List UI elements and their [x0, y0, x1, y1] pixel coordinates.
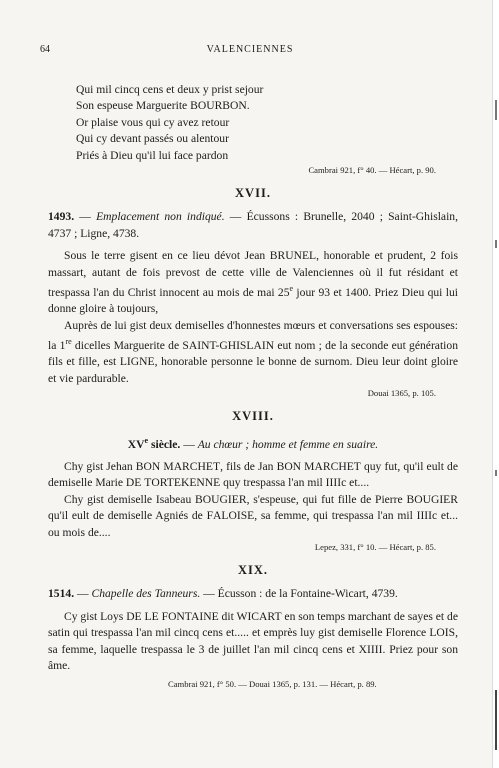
source-citation: Lepez, 331, f° 10. — Hécart, p. 85. [314, 541, 436, 552]
entry-lede: 1514. — Chapelle des Tanneurs. — Écusson : de la Fontaine-Wicart, 4739. [48, 587, 398, 601]
verse-line: Or plaise vous qui cy avez retour [76, 115, 230, 129]
entry-lede: 1493. — Emplacement non indiqué. — Écussons : Brunelle, 2040 ; Saint-Ghislain, 4737 ; Ligne, 4738. [48, 210, 458, 240]
source-citation: Cambrai 921, f° 50. — Douai 1365, p. 131. — Hécart, p. 89. [168, 679, 377, 690]
section-heading-xvii: XVII. [235, 186, 271, 201]
verse-line: Priés à Dieu qu'il lui face pardon [76, 148, 229, 162]
epitaph-paragraph: Sous le terre gisent en ce lieu dévot Jean BRUNEL, honorable et prudent, 2 fois massart, autant de fois prevost de cette ville de Valenciennes où il fut résidant et trespassa l'an du Christ innocent au mois de mai 25e jour 93 et 1400. Priez Dieu qui lui donne gloire à toujours, [48, 249, 458, 316]
source-citation: Douai 1365, p. 105. [367, 388, 436, 399]
page-edge [492, 0, 499, 768]
epitaph-paragraph: Cy gist Loys DE LE FONTAINE dit WICART en son temps marchant de sayes et de satin qui trespassa l'an mil cincq cens et..... et emprès luy gist demiselle Florence LOIS, sa femme, laquelle trespassa le 3 de juillet l'an mil cincq cens et XIIII. Priez pour son âme. [48, 609, 458, 672]
verse-line: Qui cy devant passés ou alentour [76, 132, 229, 146]
section-heading-xviii: XVIII. [232, 409, 274, 424]
section-heading-xix: XIX. [237, 562, 269, 577]
verse-line: Qui mil cincq cens et deux y prist sejour [76, 83, 264, 96]
epitaph-paragraph: Chy gist Jehan BON MARCHET, fils de Jan BON MARCHET quy fut, qu'il eult de demiselle Marie DE TORTEKENNE quy trespassa l'an mil IIIIc et.... [48, 459, 458, 490]
running-title: VALENCIENNES [206, 44, 294, 55]
verse-block [76, 82, 458, 164]
epitaph-paragraph: Chy gist demiselle Isabeau BOUGIER, s'espeuse, qui fut fille de Pierre BOUGIER qu'il eult de demiselle Agniés de FALOISE, sa femme, qui trespassa l'an mil IIIIc et... ou mois de.... [48, 492, 458, 539]
entry-lede: XVe siècle. — Au chœur ; homme et femme en suaire. [127, 435, 379, 451]
verse-line: Son espeuse Marguerite BOURBON. [76, 99, 250, 113]
epitaph-paragraph: Auprès de lui gist deux demiselles d'honnestes mœurs et conversations ses espouses: la 1re dicelles Marguerite de SAINT-GHISLAIN eut nom ; de la seconde eut génération fils et fille, est LIGNE, honorable personne le bonne de surnom. Dieu leur doint gloire et vie pardurable. [48, 318, 458, 385]
source-citation: Cambrai 921, f° 40. — Hécart, p. 90. [308, 165, 436, 176]
page-number: 64 [40, 44, 50, 55]
page-content [48, 82, 458, 690]
